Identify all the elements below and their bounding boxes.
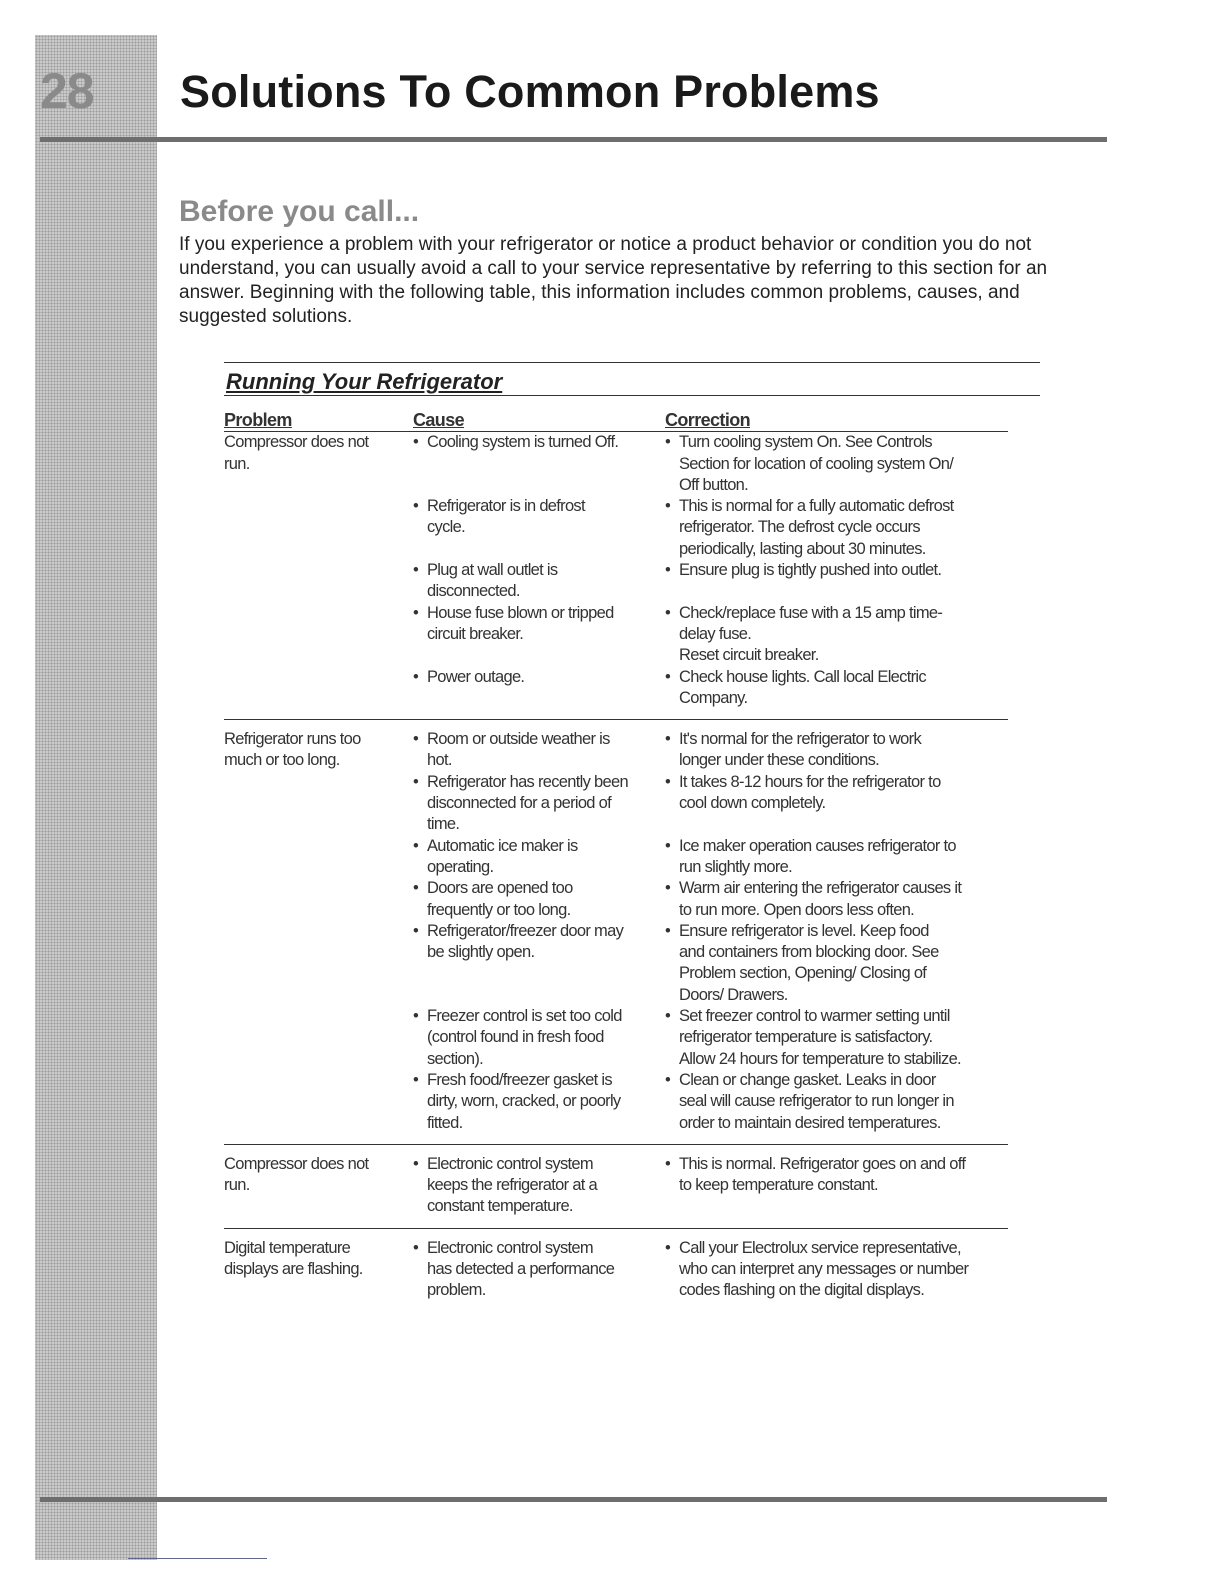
cause-correction-list [413, 432, 1008, 709]
page-number: 28 [40, 63, 94, 119]
cause-cell: • Doors are opened too frequently or too long. [413, 878, 665, 921]
section-subtitle: Before you call... [179, 195, 420, 228]
problems-table [224, 410, 1008, 1302]
side-strip [35, 35, 157, 1560]
correction-cell: • Set freezer control to warmer setting until refrigerator temperature is satisfactory. Allow 24 hours for temperature to stabilize. [665, 1006, 1008, 1070]
cause-correction-list [413, 1154, 1008, 1218]
footer-rule [40, 1497, 1107, 1502]
table-header [224, 410, 1008, 432]
cause-cell: • Refrigerator has recently been disconnected for a period of time. [413, 772, 665, 836]
cause-cell: • Cooling system is turned Off. [413, 432, 665, 496]
table-row [224, 1144, 1008, 1218]
correction-cell: • Ensure refrigerator is level. Keep food and containers from blocking door. See Problem section, Opening/ Closing of Doors/ Drawers. [665, 921, 1008, 1006]
header-problem: Problem [224, 410, 292, 430]
problem-cell: Refrigerator runs too much or too long. [224, 730, 361, 770]
bottom-line [128, 1558, 267, 1559]
correction-cell: • Ice maker operation causes refrigerator to run slightly more. [665, 836, 1008, 879]
divider [224, 395, 1040, 396]
table-row [224, 432, 1008, 709]
cause-cell: • Room or outside weather is hot. [413, 729, 665, 772]
cause-cell: • Electronic control system has detected a performance problem. [413, 1238, 665, 1302]
cause-cell: • Fresh food/freezer gasket is dirty, worn, cracked, or poorly fitted. [413, 1070, 665, 1134]
cause-cell: • House fuse blown or tripped circuit breaker. [413, 603, 665, 667]
cause-cell: • Refrigerator/freezer door may be slightly open. [413, 921, 665, 1006]
table-row [224, 1228, 1008, 1302]
correction-cell: • Ensure plug is tightly pushed into outlet. [665, 560, 1008, 603]
cause-cell: • Electronic control system keeps the refrigerator at a constant temperature. [413, 1154, 665, 1218]
correction-cell: • It's normal for the refrigerator to work longer under these conditions. [665, 729, 1008, 772]
header-rule [40, 137, 1107, 142]
table-row [224, 719, 1008, 1134]
problem-cell: Compressor does not run. [224, 433, 369, 473]
problem-cell: Digital temperature displays are flashing. [224, 1238, 363, 1278]
cause-cell: • Automatic ice maker is operating. [413, 836, 665, 879]
intro-paragraph: If you experience a problem with your refrigerator or notice a product behavior or condition you do not understand, you can usually avoid a call to your service representative by referring to this section for an answer. Beginning with the following table, this information includes common problems, causes, and suggested solutions. [179, 234, 1048, 327]
correction-cell: • Warm air entering the refrigerator causes it to run more. Open doors less often. [665, 878, 1008, 921]
cause-cell: • Power outage. [413, 667, 665, 710]
header-cause: Cause [413, 410, 465, 430]
cause-cell: • Refrigerator is in defrost cycle. [413, 496, 665, 560]
section-heading: Running Your Refrigerator [226, 369, 503, 394]
correction-cell: • Call your Electrolux service representative, who can interpret any messages or number codes flashing on the digital displays. [665, 1238, 1008, 1302]
divider [224, 362, 1040, 363]
cause-cell: • Plug at wall outlet is disconnected. [413, 560, 665, 603]
correction-cell: • Check/replace fuse with a 15 amp time- delay fuse. Reset circuit breaker. [665, 603, 1008, 667]
header-correction: Correction [665, 410, 751, 430]
correction-cell: • This is normal for a fully automatic defrost refrigerator. The defrost cycle occurs periodically, lasting about 30 minutes. [665, 496, 1008, 560]
problem-cell: Compressor does not run. [224, 1154, 369, 1195]
cause-correction-list [413, 1238, 1008, 1302]
correction-cell: • Clean or change gasket. Leaks in door seal will cause refrigerator to run longer in order to maintain desired temperatures. [665, 1070, 1008, 1134]
correction-cell: • It takes 8-12 hours for the refrigerator to cool down completely. [665, 772, 1008, 836]
cause-correction-list [413, 729, 1008, 1134]
correction-cell: • Turn cooling system On. See Controls Section for location of cooling system On/ Off button. [665, 432, 1008, 496]
correction-cell: • This is normal. Refrigerator goes on and off to keep temperature constant. [665, 1154, 1008, 1218]
cause-cell: • Freezer control is set too cold (control found in fresh food section). [413, 1006, 665, 1070]
page-title: Solutions To Common Problems [180, 66, 880, 117]
correction-cell: • Check house lights. Call local Electric Company. [665, 667, 1008, 710]
